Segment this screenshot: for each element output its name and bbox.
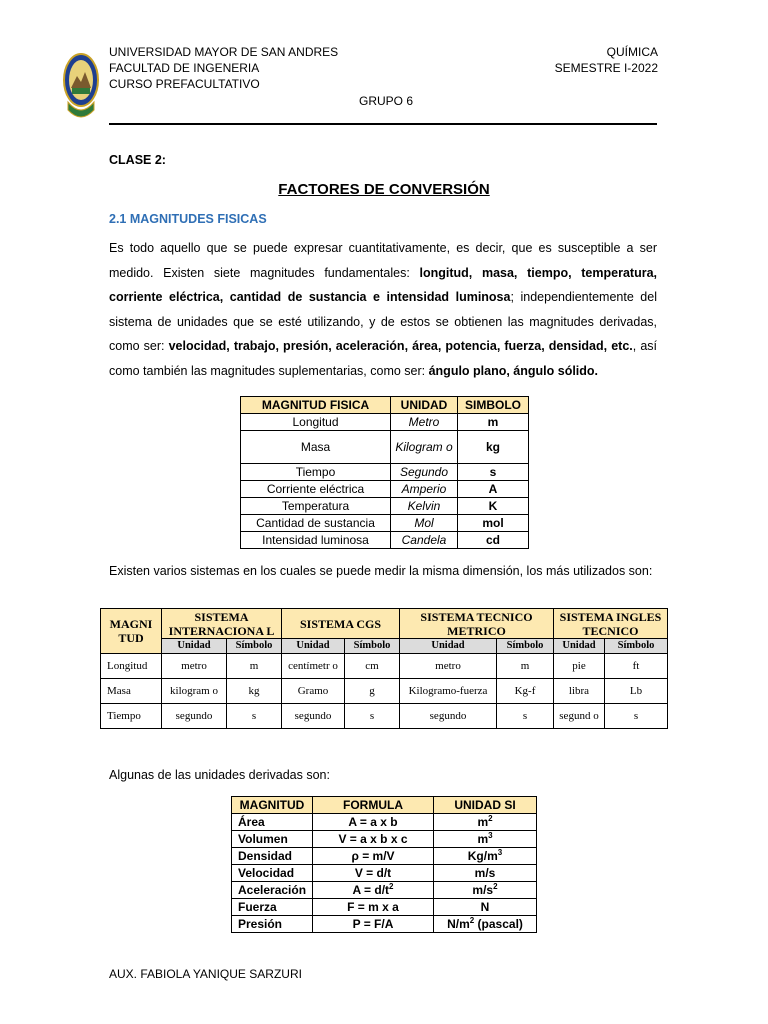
para-bold-3: ángulo plano, ángulo sólido.: [428, 363, 599, 378]
derived-units-paragraph: Algunas de las unidades derivadas son:: [109, 768, 330, 782]
cell-unit: [434, 865, 537, 882]
cell-formula: [313, 865, 434, 882]
cell: centímetr o: [282, 654, 345, 679]
cell: Kilogramo-fuerza: [400, 679, 497, 704]
table-header-row: [241, 397, 529, 414]
cell: segund o: [554, 704, 605, 729]
cell-formula: [313, 831, 434, 848]
cell: m: [497, 654, 554, 679]
table-row: [232, 848, 537, 865]
table-row: [241, 464, 529, 481]
cell-unit: [434, 882, 537, 899]
cell: s: [497, 704, 554, 729]
table-row: [232, 899, 537, 916]
unit-systems-table: [100, 608, 668, 729]
cell: ft: [605, 654, 668, 679]
unit-exponent: 2: [469, 916, 475, 925]
unit-exponent: 3: [497, 848, 503, 857]
header-semester: SEMESTRE I-2022: [554, 61, 658, 75]
cell: s: [605, 704, 668, 729]
formula-text: V = a x b x c: [338, 832, 408, 846]
col-header: MAGNITUD: [232, 797, 313, 814]
cell: pie: [554, 654, 605, 679]
cell-magnitude: Intensidad luminosa: [241, 532, 391, 549]
system-si-header: SISTEMA INTERNACIONA L: [162, 609, 282, 639]
cell-magnitude: Velocidad: [232, 865, 313, 882]
cell-formula: [313, 814, 434, 831]
cell-formula: [313, 848, 434, 865]
cell-unit: [434, 831, 537, 848]
unit-text: m: [477, 815, 489, 829]
cell-magnitude: Masa: [101, 679, 162, 704]
para-text-3: , así como también las magnitudes suplementarias, como ser:: [109, 339, 657, 378]
para-bold-1: longitud, masa, tiempo, temperatura, corriente eléctrica, cantidad de sustancia e intensidad luminosa: [109, 265, 657, 304]
table-row: [241, 431, 529, 464]
sub-unit: Unidad: [282, 639, 345, 654]
systems-header-row: [101, 609, 668, 639]
sub-symbol: Símbolo: [345, 639, 400, 654]
system-technical-metric-header: SISTEMA TECNICO METRICO: [400, 609, 554, 639]
unit-text: m/s: [474, 866, 496, 880]
cell-unit: [434, 814, 537, 831]
formula-exponent: 2: [389, 882, 394, 891]
table-row: [241, 498, 529, 515]
university-seal-logo: [62, 52, 100, 126]
sub-unit: Unidad: [554, 639, 605, 654]
col-header: MAGNITUD FISICA: [241, 397, 391, 414]
cell-magnitude: Tiempo: [241, 464, 391, 481]
cell-magnitude: Cantidad de sustancia: [241, 515, 391, 532]
header-left: [109, 44, 338, 92]
system-cgs-header: SISTEMA CGS: [282, 609, 400, 639]
cell-unit: Amperio: [391, 481, 458, 498]
para-text-1: Es todo aquello que se puede expresar cuantitativamente, es decir, que es susceptible a ser medido. Existen siete magnitudes fundamentales:: [109, 241, 657, 280]
cell: cm: [345, 654, 400, 679]
cell-magnitude: Área: [232, 814, 313, 831]
formula-text: A = d/t: [352, 883, 390, 897]
cell-symbol: A: [458, 481, 529, 498]
cell: segundo: [400, 704, 497, 729]
unit-text: N: [480, 900, 490, 914]
class-label: CLASE 2:: [109, 153, 166, 167]
cell-magnitude: Longitud: [101, 654, 162, 679]
table-header-row: [232, 797, 537, 814]
cell-magnitude: Fuerza: [232, 899, 313, 916]
unit-exponent: 2: [488, 814, 493, 823]
intro-paragraph: [109, 236, 657, 383]
systems-paragraph: Existen varios sistemas en los cuales se puede medir la misma dimensión, los más utilizados son:: [109, 564, 653, 578]
unit-text: m/s: [472, 883, 494, 897]
col-header: UNIDAD SI: [434, 797, 537, 814]
cell-unit: Candela: [391, 532, 458, 549]
sub-symbol: Símbolo: [605, 639, 668, 654]
cell: g: [345, 679, 400, 704]
sub-symbol: Símbolo: [227, 639, 282, 654]
cell: s: [345, 704, 400, 729]
col-header: SIMBOLO: [458, 397, 529, 414]
section-title: 2.1 MAGNITUDES FISICAS: [109, 212, 267, 226]
formula-text: P = F/A: [352, 917, 394, 931]
header-right: [555, 44, 658, 76]
header-course: CURSO PREFACULTATIVO: [109, 77, 260, 91]
cell-magnitude: Tiempo: [101, 704, 162, 729]
cell: Lb: [605, 679, 668, 704]
cell: segundo: [282, 704, 345, 729]
cell-unit: Kilogram o: [391, 431, 458, 464]
table-row: [232, 831, 537, 848]
fundamental-magnitudes-table: [240, 396, 529, 549]
table-row: [101, 679, 668, 704]
sub-unit: Unidad: [400, 639, 497, 654]
page-title: FACTORES DE CONVERSIÓN: [278, 181, 490, 198]
formula-text: F = m x a: [347, 900, 399, 914]
col-header: UNIDAD: [391, 397, 458, 414]
header-university: UNIVERSIDAD MAYOR DE SAN ANDRES: [109, 45, 339, 59]
cell: Gramo: [282, 679, 345, 704]
header-faculty: FACULTAD DE INGENERIA: [109, 61, 260, 75]
table-row: [232, 916, 537, 933]
cell-formula: [313, 916, 434, 933]
col-header: FORMULA: [313, 797, 434, 814]
derived-units-table: [231, 796, 537, 933]
unit-text: N/m: [447, 917, 470, 931]
cell-symbol: s: [458, 464, 529, 481]
cell-formula: [313, 899, 434, 916]
cell: Kg-f: [497, 679, 554, 704]
table-row: [241, 532, 529, 549]
cell: kg: [227, 679, 282, 704]
cell: s: [227, 704, 282, 729]
footer-author: AUX. FABIOLA YANIQUE SARZURI: [109, 967, 302, 981]
cell-unit: Metro: [391, 414, 458, 431]
cell-unit: [434, 916, 537, 933]
formula-text: A = a x b: [348, 815, 398, 829]
magnitude-header: MAGNI TUD: [101, 609, 162, 654]
para-text-2: ; independientemente del sistema de unidades que se esté utilizando, y de estos se obtienen las magnitudes derivadas, como ser:: [109, 290, 657, 353]
table-row: [241, 515, 529, 532]
cell-unit: Mol: [391, 515, 458, 532]
cell-symbol: K: [458, 498, 529, 515]
unit-exponent: 3: [488, 831, 493, 840]
cell-symbol: m: [458, 414, 529, 431]
cell: libra: [554, 679, 605, 704]
header-group: GRUPO 6: [359, 94, 414, 108]
cell-unit: [434, 848, 537, 865]
cell: metro: [400, 654, 497, 679]
header-subject: QUÍMICA: [606, 45, 658, 59]
table-row: [101, 704, 668, 729]
unit-text: m: [477, 832, 489, 846]
unit-text: Kg/m: [467, 849, 498, 863]
sub-unit: Unidad: [162, 639, 227, 654]
cell-symbol: mol: [458, 515, 529, 532]
cell-magnitude: Temperatura: [241, 498, 391, 515]
cell-magnitude: Presión: [232, 916, 313, 933]
table-row: [241, 414, 529, 431]
unit-exponent: 2: [493, 882, 498, 891]
table-row: [101, 654, 668, 679]
cell-unit: Kelvin: [391, 498, 458, 515]
system-english-technical-header: SISTEMA INGLES TECNICO: [554, 609, 668, 639]
cell-unit: Segundo: [391, 464, 458, 481]
table-row: [241, 481, 529, 498]
cell-magnitude: Volumen: [232, 831, 313, 848]
cell-unit: [434, 899, 537, 916]
table-row: [232, 865, 537, 882]
cell: segundo: [162, 704, 227, 729]
sub-header-row: [101, 639, 668, 654]
table-row: [232, 814, 537, 831]
cell-magnitude: Masa: [241, 431, 391, 464]
header-divider: [109, 123, 657, 125]
para-bold-2: velocidad, trabajo, presión, aceleración, área, potencia, fuerza, densidad, etc.: [168, 339, 633, 353]
cell: m: [227, 654, 282, 679]
cell-magnitude: Aceleración: [232, 882, 313, 899]
formula-text: V = d/t: [354, 866, 392, 880]
cell-symbol: cd: [458, 532, 529, 549]
cell: kilogram o: [162, 679, 227, 704]
cell-magnitude: Corriente eléctrica: [241, 481, 391, 498]
cell-formula: [313, 882, 434, 899]
cell-symbol: kg: [458, 431, 529, 464]
formula-text: ρ = m/V: [351, 849, 395, 863]
cell-magnitude: Densidad: [232, 848, 313, 865]
cell-magnitude: Longitud: [241, 414, 391, 431]
sub-symbol: Símbolo: [497, 639, 554, 654]
cell: metro: [162, 654, 227, 679]
table-row: [232, 882, 537, 899]
unit-note: (pascal): [474, 917, 523, 931]
